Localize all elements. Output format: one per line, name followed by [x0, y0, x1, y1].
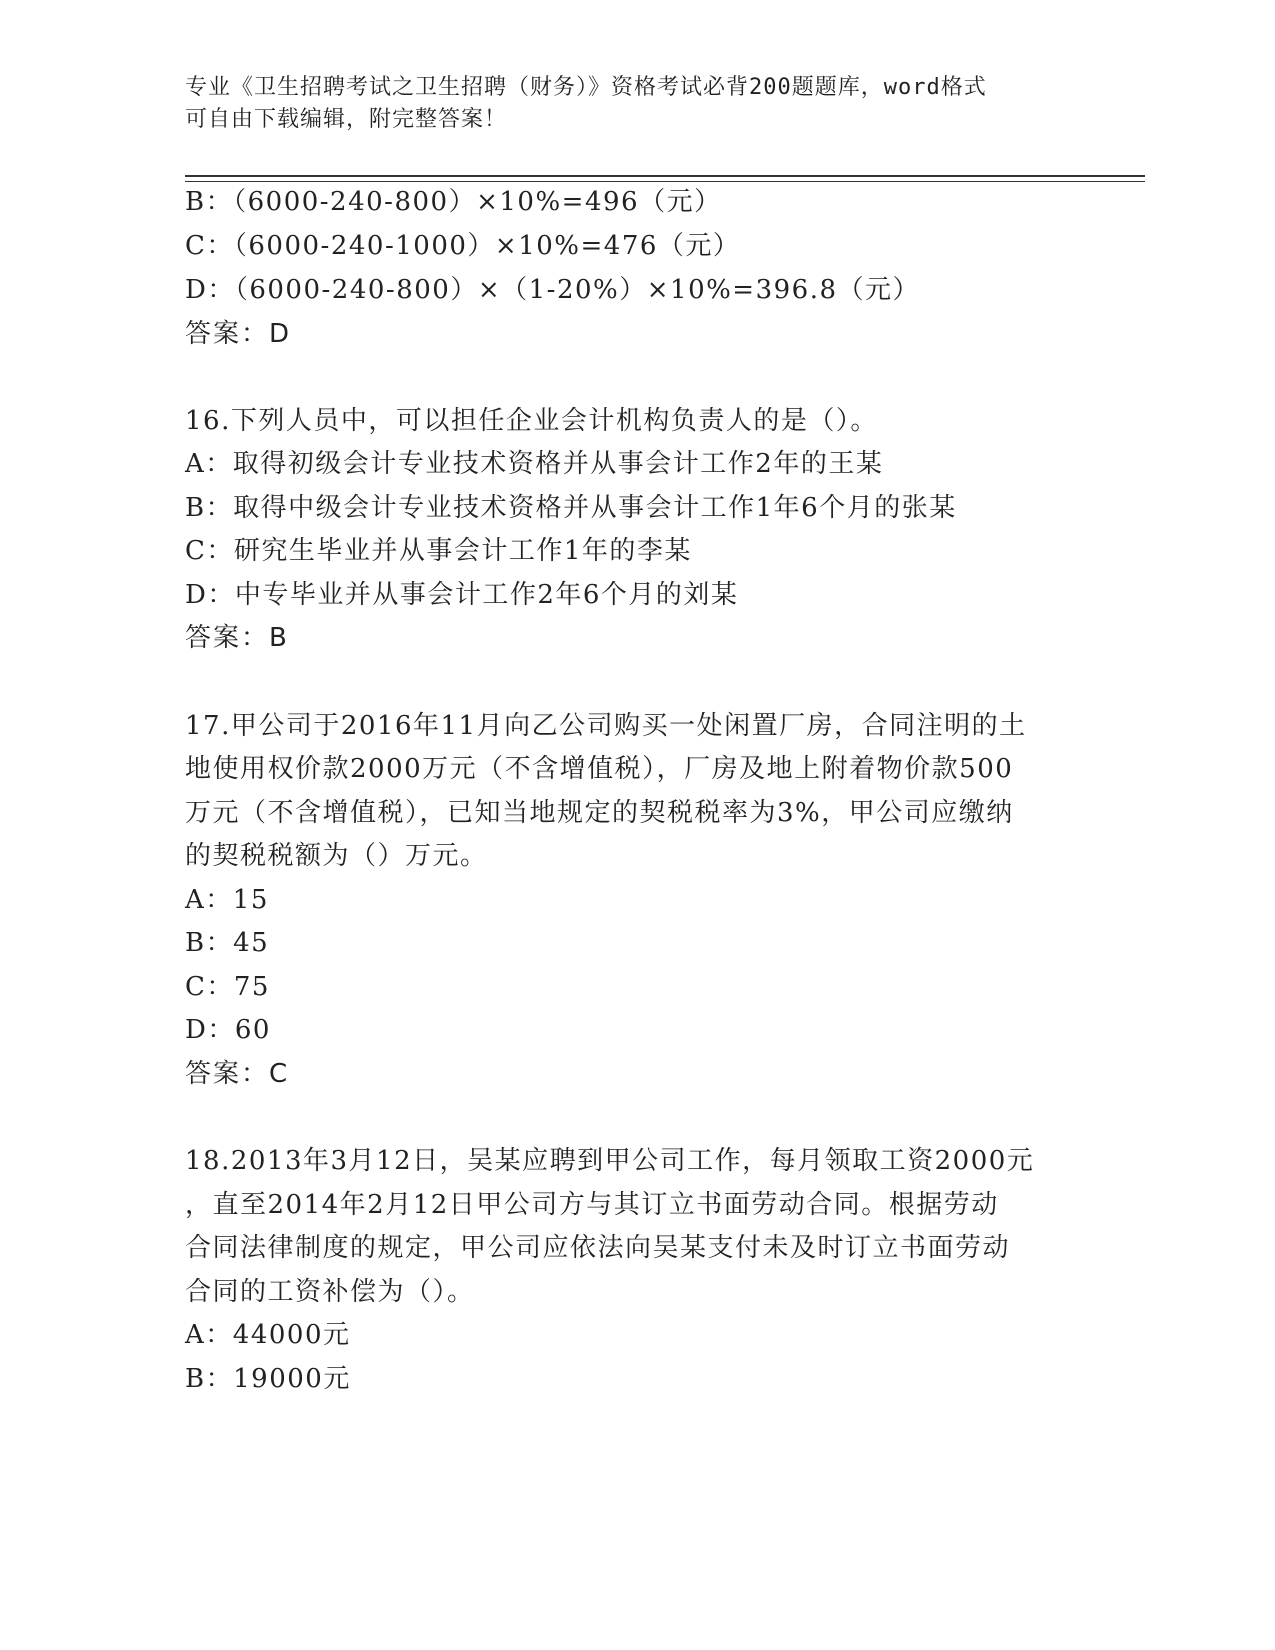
q16-answer: 答案：B [185, 623, 289, 653]
q15-option-b: B：（6000-240-800）×10%=496（元） [185, 187, 722, 217]
document-header [185, 72, 1065, 136]
header-divider [185, 175, 1145, 177]
q17-stem-line-2: 地使用权价款2000万元（不含增值税），厂房及地上附着物价款500 [185, 754, 1014, 784]
q15-option-d: D：（6000-240-800）×（1-20%）×10%=396.8（元） [185, 275, 921, 305]
q17-stem-line-3: 万元（不含增值税），已知当地规定的契税税率为3%，甲公司应缴纳 [185, 798, 1014, 828]
q18-stem-line-2: ，直至2014年2月12日甲公司方与其订立书面劳动合同。根据劳动 [185, 1190, 999, 1220]
q15-answer: 答案：D [185, 319, 292, 349]
header-line-1: 专业《卫生招聘考试之卫生招聘（财务）》资格考试必背200题题库，word格式 [185, 75, 987, 100]
q16-option-c: C：研究生毕业并从事会计工作1年的李某 [185, 536, 692, 566]
q17-answer: 答案：C [185, 1059, 290, 1089]
q18-option-b: B：19000元 [185, 1364, 351, 1394]
q16-option-b: B：取得中级会计专业技术资格并从事会计工作1年6个月的张某 [185, 493, 957, 523]
q18-stem-line-3: 合同法律制度的规定，甲公司应依法向吴某支付未及时订立书面劳动 [185, 1233, 1011, 1263]
q18-stem-line-4: 合同的工资补偿为（）。 [185, 1277, 475, 1307]
header-line-2: 可自由下载编辑，附完整答案！ [185, 107, 508, 132]
q17-stem-line-4: 的契税税额为（）万元。 [185, 841, 488, 871]
q17-stem-line-1: 17.甲公司于2016年11月向乙公司购买一处闲置厂房，合同注明的土 [185, 711, 1027, 741]
q16-option-a: A：取得初级会计专业技术资格并从事会计工作2年的王某 [185, 449, 884, 479]
q17-option-a: A：15 [185, 885, 269, 915]
q17-option-d: D：60 [185, 1015, 271, 1045]
q16-option-d: D：中专毕业并从事会计工作2年6个月的刘某 [185, 580, 739, 610]
q17-option-c: C：75 [185, 972, 270, 1002]
q16-stem: 16.下列人员中，可以担任企业会计机构负责人的是（）。 [185, 406, 878, 436]
q15-option-c: C：（6000-240-1000）×10%=476（元） [185, 231, 741, 261]
header-divider-thin [185, 181, 1145, 182]
q18-option-a: A：44000元 [185, 1320, 351, 1350]
q18-stem-line-1: 18.2013年3月12日，吴某应聘到甲公司工作，每月领取工资2000元 [185, 1146, 1035, 1176]
q17-option-b: B：45 [185, 928, 270, 958]
